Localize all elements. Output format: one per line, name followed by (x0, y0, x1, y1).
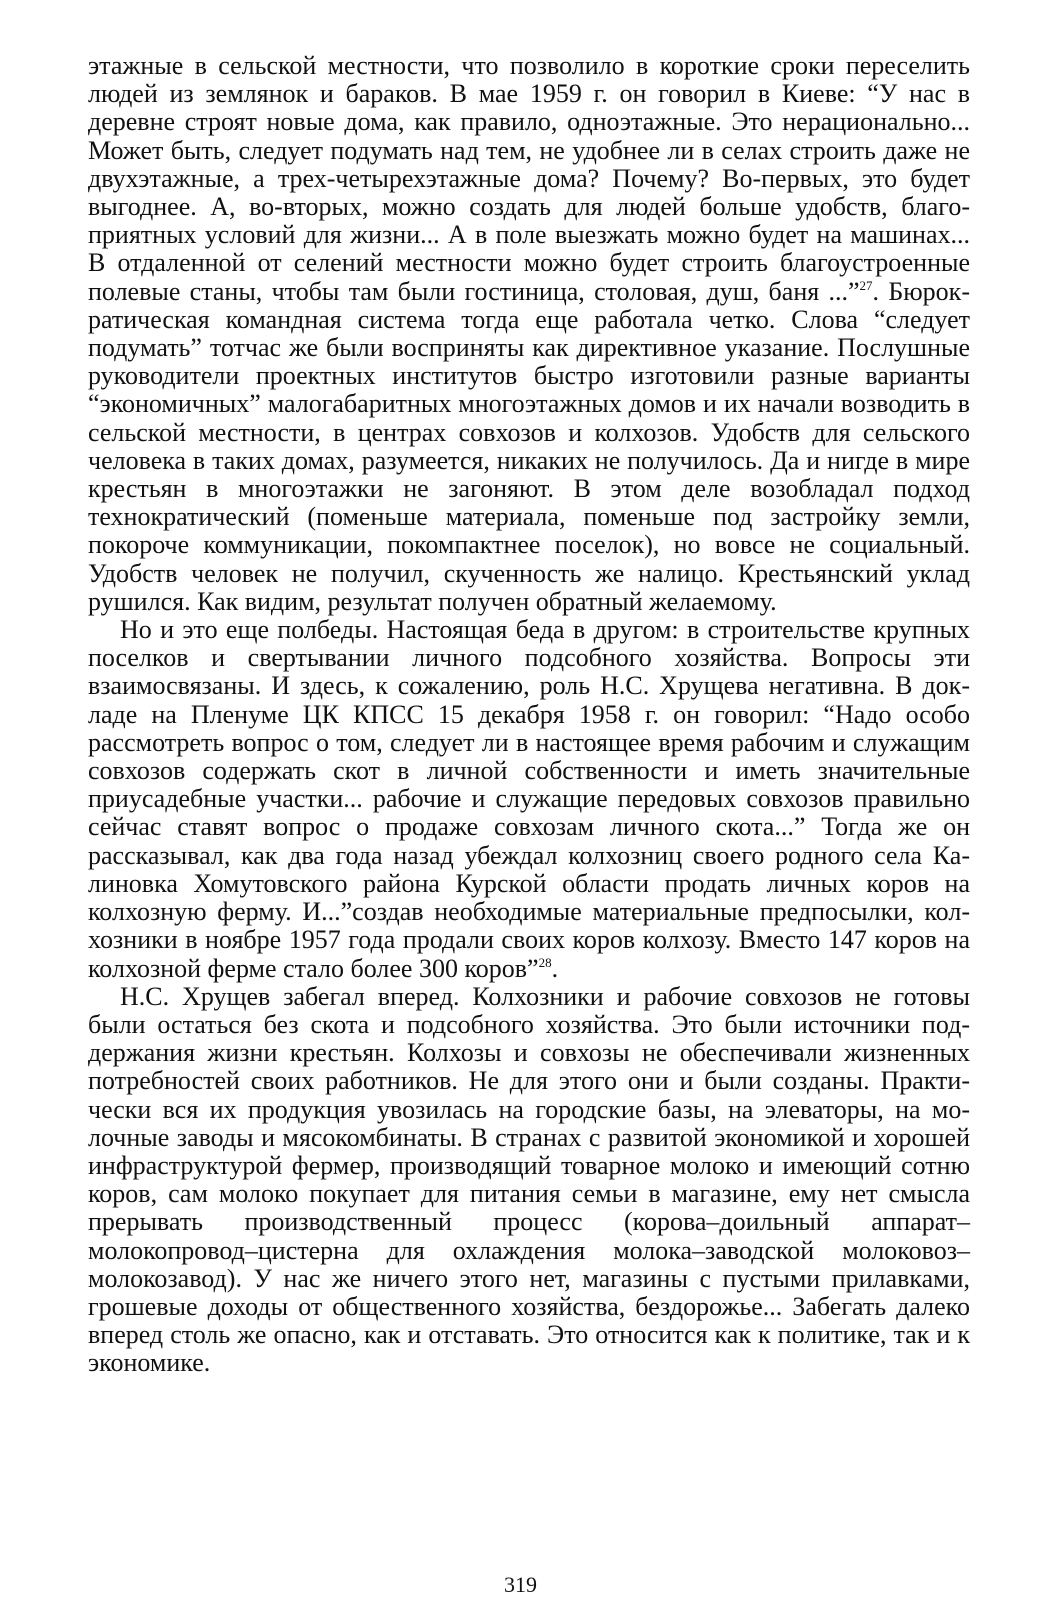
paragraph-3-text: Н.С. Хрущев забегал вперед. Колхозники и рабочие совхозов не готовы были остаться без скота и подсобного хозяйства. Это были источники поддержания жизни крестьян. Колхозы и совхозы не обеспечивали жизненных потребностей своих работников. Не для этого они и были созданы. Практически вся их продукция увозилась на городские базы, на элеваторы, на молочные заводы и мясокомбинаты. В странах с развитой экономикой и хорошей инфраструктурой фермер, производящий товарное молоко и имеющий сотню коров, сам молоко покупает для питания семьи в магазине, ему нет смысла прерывать производственный процесс (корова–доильный аппарат–молокопровод–цистерна для охлаждения молока–заводской молоковоз–молокозавод). У нас же ничего этого нет, магазины с пустыми прилавками, грошевые доходы от общественного хозяйства, бездорожье... Забегать далеко вперед столь же опасно, как и отставать. Это относится как к политике, так и к экономике. (88, 981, 970, 1378)
paragraph-3 (88, 983, 970, 1378)
footnote-ref-27[interactable]: 27 (859, 277, 873, 293)
paragraph-1 (88, 52, 970, 616)
footnote-ref-28[interactable]: 28 (538, 954, 552, 970)
page-body (88, 52, 970, 1378)
paragraph-2-tail: . (551, 953, 559, 983)
paragraph-1-text: этажные в сельской местности, что позволило в короткие сроки переселить людей из землянок и бараков. В мае 1959 г. он говорил в Киеве: “У нас в деревне строят новые дома, как правило, одноэтажные. Это нерационально... Может быть, следует подумать над тем, не удобнее ли в селах строить даже не двухэтажные, а трех-четырехэтажные дома? Почему? Во-первых, это будет выгоднее. А, во-вторых, можно создать для людей больше удобств, благоприятных условий для жизни... А в поле выезжать можно будет на машинах... В отдаленной от селений местности можно будет строить благоустроенные полевые станы, чтобы там были гостиница, столовая, душ, баня ...” (88, 51, 970, 306)
paragraph-1-tail: . Бюрократическая командная система тогда еще работала четко. Слова “следует подумать” тотчас же были восприняты как директивное указание. Послушные руководители проектных институтов быстро изготовили разные варианты “экономичных” малогабаритных многоэтажных домов и их начали возводить в сельской местности, в центрах совхозов и колхозов. Удобств для сельского человека в таких домах, разумеется, никаких не получилось. Да и нигде в мире крестьян в многоэтажки не загоняют. В этом деле возобладал подход технократический (поменьше материала, поменьше под застройку земли, покороче коммуникации, покомпактнее поселок), но вовсе не социальный. Удобств человек не получил, скученность же налицо. Крестьянский уклад рушился. Как видим, результат получен обратный желаемому. (88, 276, 970, 616)
page-number: 319 (504, 1572, 537, 1597)
paragraph-2 (88, 616, 970, 983)
paragraph-2-text: Но и это еще полбеды. Настоящая беда в другом: в строительстве крупных поселков и свертывании личного подсобного хозяйства. Вопросы эти взаимосвязаны. И здесь, к сожалению, роль Н.С. Хрущева негативна. В докладе на Пленуме ЦК КПСС 15 декабря 1958 г. он говорил: “Надо особо рассмотреть вопрос о том, следует ли в настоящее время рабочим и служащим совхозов содержать скот в личной собственности и иметь значительные приусадебные участки... рабочие и служащие передовых совхозов правильно сейчас ставят вопрос о продаже совхозам личного скота...” Тогда же он рассказывал, как два года назад убеждал колхозниц своего родного села Калиновка Хомутовского района Курской области продать личных коров на колхозную ферму. И...”создав необходимые материальные предпосылки, колхозники в ноябре 1957 года продали своих коров колхозу. Вместо 147 коров на колхозной ферме стало более 300 коров” (88, 615, 970, 983)
